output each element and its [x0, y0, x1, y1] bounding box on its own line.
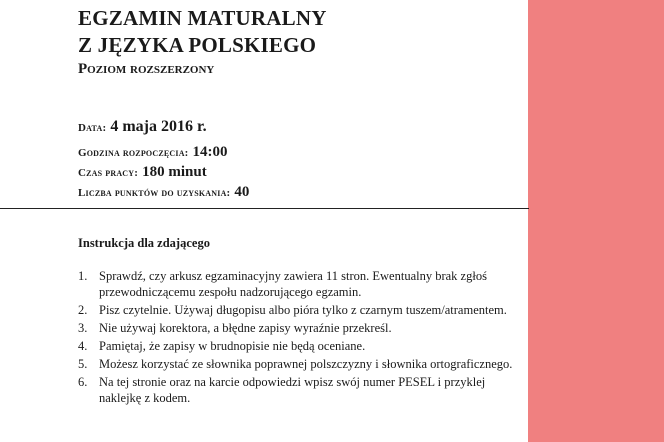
instruction-number: 5. [78, 357, 88, 371]
exam-duration-value: 180 minut [142, 164, 207, 180]
exam-date-label: Data: [78, 122, 107, 134]
instruction-text: Sprawdź, czy arkusz egzaminacyjny zawiera 11 stron. Ewentualny brak zgłoś przewodniczącemu zespołu nadzorującego egzamin. [99, 269, 487, 299]
exam-date-row [78, 118, 207, 136]
instruction-item [78, 356, 518, 372]
exam-duration-row [78, 163, 207, 181]
instruction-item [78, 338, 518, 354]
exam-title-line-2: Z JĘZYKA POLSKIEGO [78, 33, 317, 57]
exam-points-value: 40 [234, 184, 250, 200]
instruction-number: 1. [78, 269, 88, 283]
exam-duration-label: Czas pracy: [78, 167, 139, 179]
instruction-item [78, 268, 518, 300]
section-divider [0, 208, 529, 209]
instruction-number: 6. [78, 375, 88, 389]
exam-start-row [78, 143, 228, 161]
instruction-text: Pamiętaj, że zapisy w brudnopisie nie będą oceniane. [99, 339, 366, 353]
instruction-text: Możesz korzystać ze słownika poprawnej polszczyzny i słownika ortograficznego. [99, 357, 513, 371]
instruction-item [78, 374, 518, 406]
exam-date-value: 4 maja 2016 r. [110, 118, 207, 135]
exam-start-label: Godzina rozpoczęcia: [78, 147, 189, 159]
instructions-heading: Instrukcja dla zdającego [78, 236, 210, 250]
exam-title-line-1: EGZAMIN MATURALNY [78, 6, 327, 30]
exam-points-row [78, 183, 249, 201]
instructions-list [78, 268, 518, 408]
instruction-item [78, 302, 518, 318]
instruction-number: 4. [78, 339, 88, 353]
instruction-text: Nie używaj korektora, a błędne zapisy wyraźnie przekreśl. [99, 321, 392, 335]
instruction-number: 2. [78, 303, 88, 317]
instruction-text: Pisz czytelnie. Używaj długopisu albo pióra tylko z czarnym tuszem/atramentem. [99, 303, 507, 317]
instruction-text: Na tej stronie oraz na karcie odpowiedzi wpisz swój numer PESEL i przyklej naklejkę z kodem. [99, 375, 486, 405]
instruction-number: 3. [78, 321, 88, 335]
instruction-item [78, 320, 518, 336]
side-color-bar [528, 0, 664, 442]
exam-points-label: Liczba punktów do uzyskania: [78, 187, 231, 199]
exam-start-value: 14:00 [192, 144, 228, 160]
exam-level: Poziom rozszerzony [78, 61, 215, 77]
